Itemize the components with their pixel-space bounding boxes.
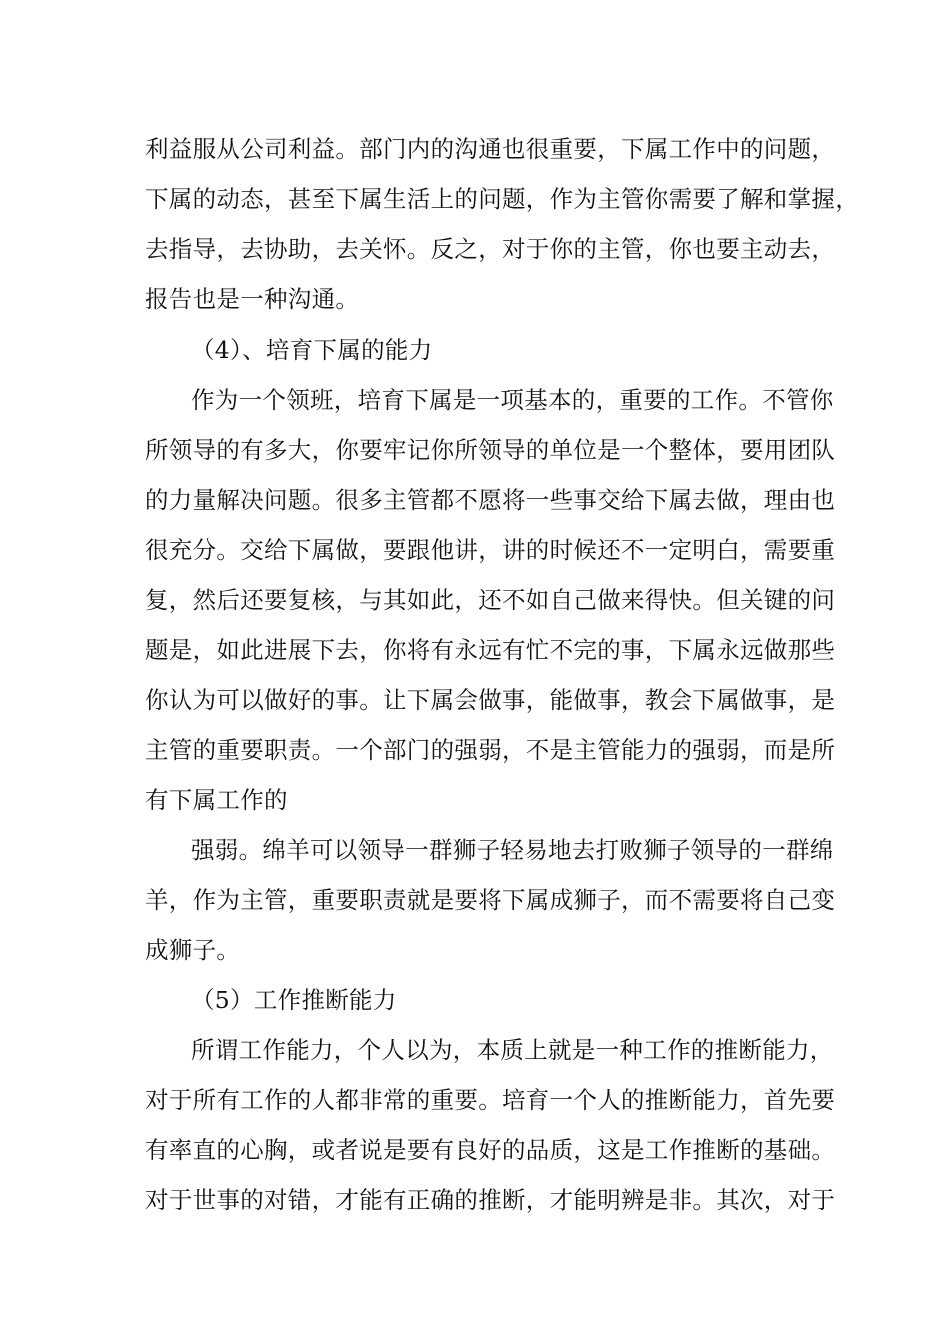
text-line: 你认为可以做好的事。让下属会做事，能做事，教会下属做事，是: [145, 686, 836, 714]
text-line: 很充分。交给下属做，要跟他讲，讲的时候还不一定明白，需要重: [145, 536, 836, 564]
text-line: 的力量解决问题。很多主管都不愿将一些事交给下属去做，理由也: [145, 486, 836, 514]
text-line: 有率直的心胸，或者说是要有良好的品质，这是工作推断的基础。: [145, 1136, 836, 1164]
section-heading: （5）工作推断能力: [191, 986, 397, 1014]
text-line: 所领导的有多大，你要牢记你所领导的单位是一个整体，要用团队: [145, 436, 836, 464]
text-line: 有下属工作的: [145, 786, 288, 814]
section-heading: （4）、培育下属的能力: [191, 336, 433, 364]
paragraph-first-line: 作为一个领班，培育下属是一项基本的，重要的工作。不管你: [191, 386, 834, 414]
text-line: 羊，作为主管，重要职责就是要将下属成狮子，而不需要将自己变: [145, 886, 836, 914]
text-line: 对于世事的对错，才能有正确的推断，才能明辨是非。其次，对于: [145, 1186, 836, 1214]
text-line: 下属的动态，甚至下属生活上的问题，作为主管你需要了解和掌握，: [145, 185, 859, 213]
text-line: 复，然后还要复核，与其如此，还不如自己做来得快。但关键的问: [145, 586, 836, 614]
text-line: 对于所有工作的人都非常的重要。培育一个人的推断能力，首先要: [145, 1086, 836, 1114]
paragraph-first-line: 强弱。绵羊可以领导一群狮子轻易地去打败狮子领导的一群绵: [191, 836, 834, 864]
text-line: 成狮子。: [145, 936, 241, 964]
text-line: 去指导，去协助，去关怀。反之，对于你的主管，你也要主动去，: [145, 235, 836, 263]
text-line: 利益服从公司利益。部门内的沟通也很重要，下属工作中的问题，: [145, 135, 836, 163]
text-line: 报告也是一种沟通。: [145, 285, 360, 313]
text-line: 题是，如此进展下去，你将有永远有忙不完的事，下属永远做那些: [145, 636, 836, 664]
paragraph-first-line: 所谓工作能力，个人以为，本质上就是一种工作的推断能力，: [191, 1036, 834, 1064]
text-line: 主管的重要职责。一个部门的强弱，不是主管能力的强弱，而是所: [145, 736, 836, 764]
